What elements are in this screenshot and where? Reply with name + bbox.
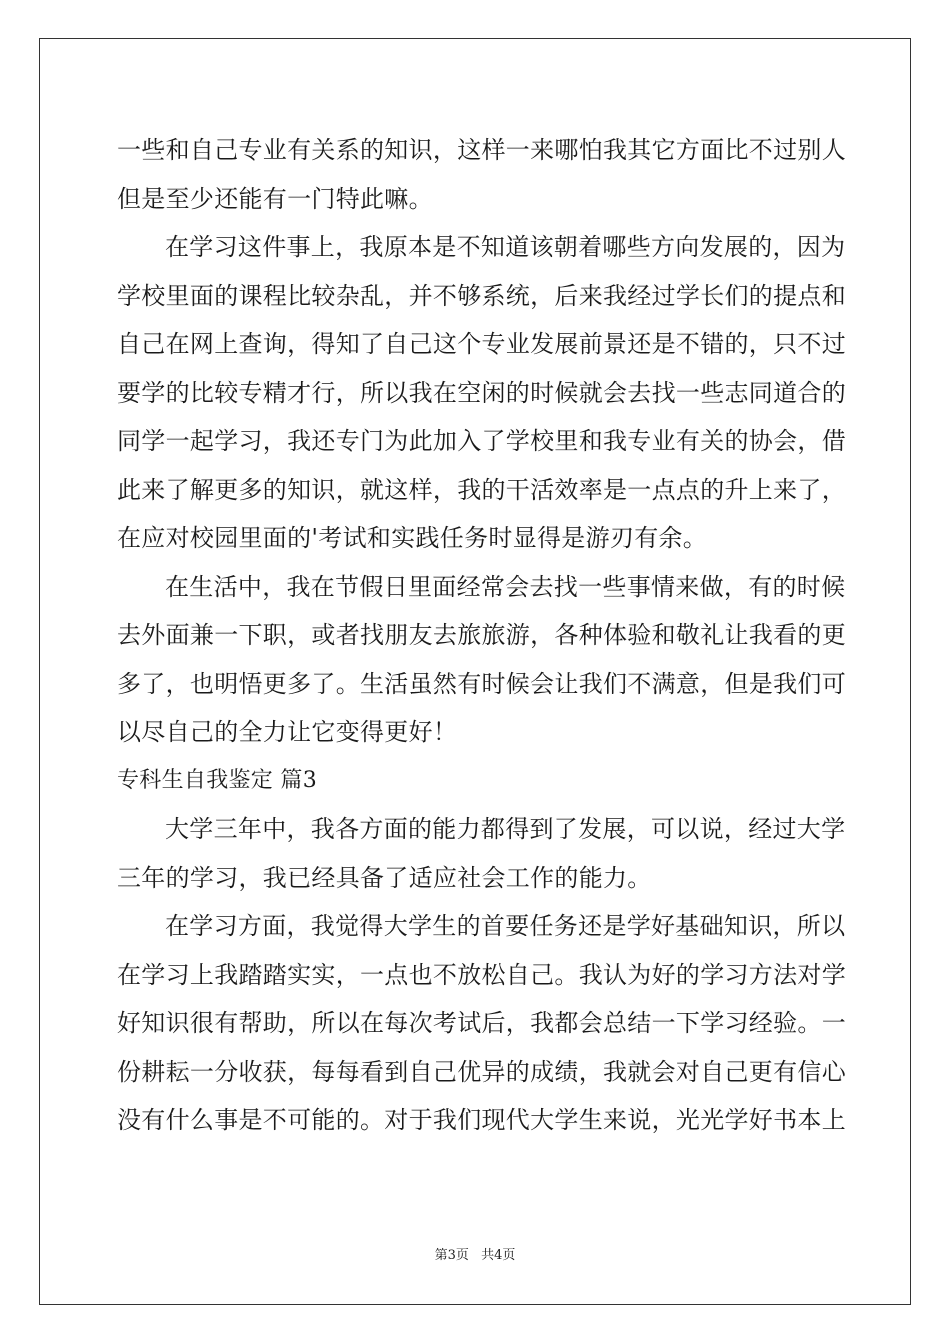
text-line: 以尽自己的全力让它变得更好！	[117, 718, 458, 746]
text-line: 份耕耘一分收获，每每看到自己优异的成绩，我就会对自己更有信心	[117, 1057, 846, 1086]
text-line: 此来了解更多的知识，就这样，我的干活效率是一点点的升上来了，	[117, 475, 846, 504]
paragraph-start: 在学习这件事上，我原本是不知道该朝着哪些方向发展的，因为	[165, 233, 846, 261]
text-line: 一些和自己专业有关系的知识，这样一来哪怕我其它方面比不过别人	[117, 136, 846, 164]
text-line: 没有什么事是不可能的。对于我们现代大学生来说，光光学好书本上	[117, 1106, 846, 1134]
text-line: 好知识很有帮助，所以在每次考试后，我都会总结一下学习经验。一	[117, 1009, 846, 1037]
text-line: 在应对校园里面的'考试和实践任务时显得是游刃有余。	[117, 524, 708, 552]
text-line: 学校里面的课程比较杂乱，并不够系统，后来我经过学长们的提点和	[117, 281, 846, 310]
text-line: 去外面兼一下职，或者找朋友去旅旅游，各种体验和敬礼让我看的更	[117, 621, 846, 649]
paragraph-start: 在生活中，我在节假日里面经常会去找一些事情来做，有的时候	[165, 572, 846, 601]
text-line: 要学的比较专精才行，所以我在空闲的时候就会去找一些志同道合的	[117, 378, 846, 407]
page-footer	[0, 1244, 950, 1263]
text-line: 多了，也明悟更多了。生活虽然有时候会让我们不满意，但是我们可	[117, 669, 846, 698]
text-line: 自己在网上查询，得知了自己这个专业发展前景还是不错的，只不过	[117, 330, 846, 358]
document-body	[117, 126, 846, 1145]
section-heading: 专科生自我鉴定 篇3	[117, 767, 317, 793]
text-line: 同学一起学习，我还专门为此加入了学校里和我专业有关的协会，借	[117, 427, 846, 455]
text-line: 在学习上我踏踏实实，一点也不放松自己。我认为好的学习方法对学	[117, 960, 846, 989]
paragraph-start: 在学习方面，我觉得大学生的首要任务还是学好基础知识，所以	[165, 912, 846, 940]
paragraph-start: 大学三年中，我各方面的能力都得到了发展，可以说，经过大学	[165, 815, 846, 843]
text-line: 但是至少还能有一门特此嘛。	[117, 184, 433, 213]
page-number-total: 共4页	[481, 1248, 516, 1263]
text-line: 三年的学习，我已经具备了适应社会工作的能力。	[117, 863, 652, 892]
page-number-current: 第3页	[434, 1248, 469, 1263]
